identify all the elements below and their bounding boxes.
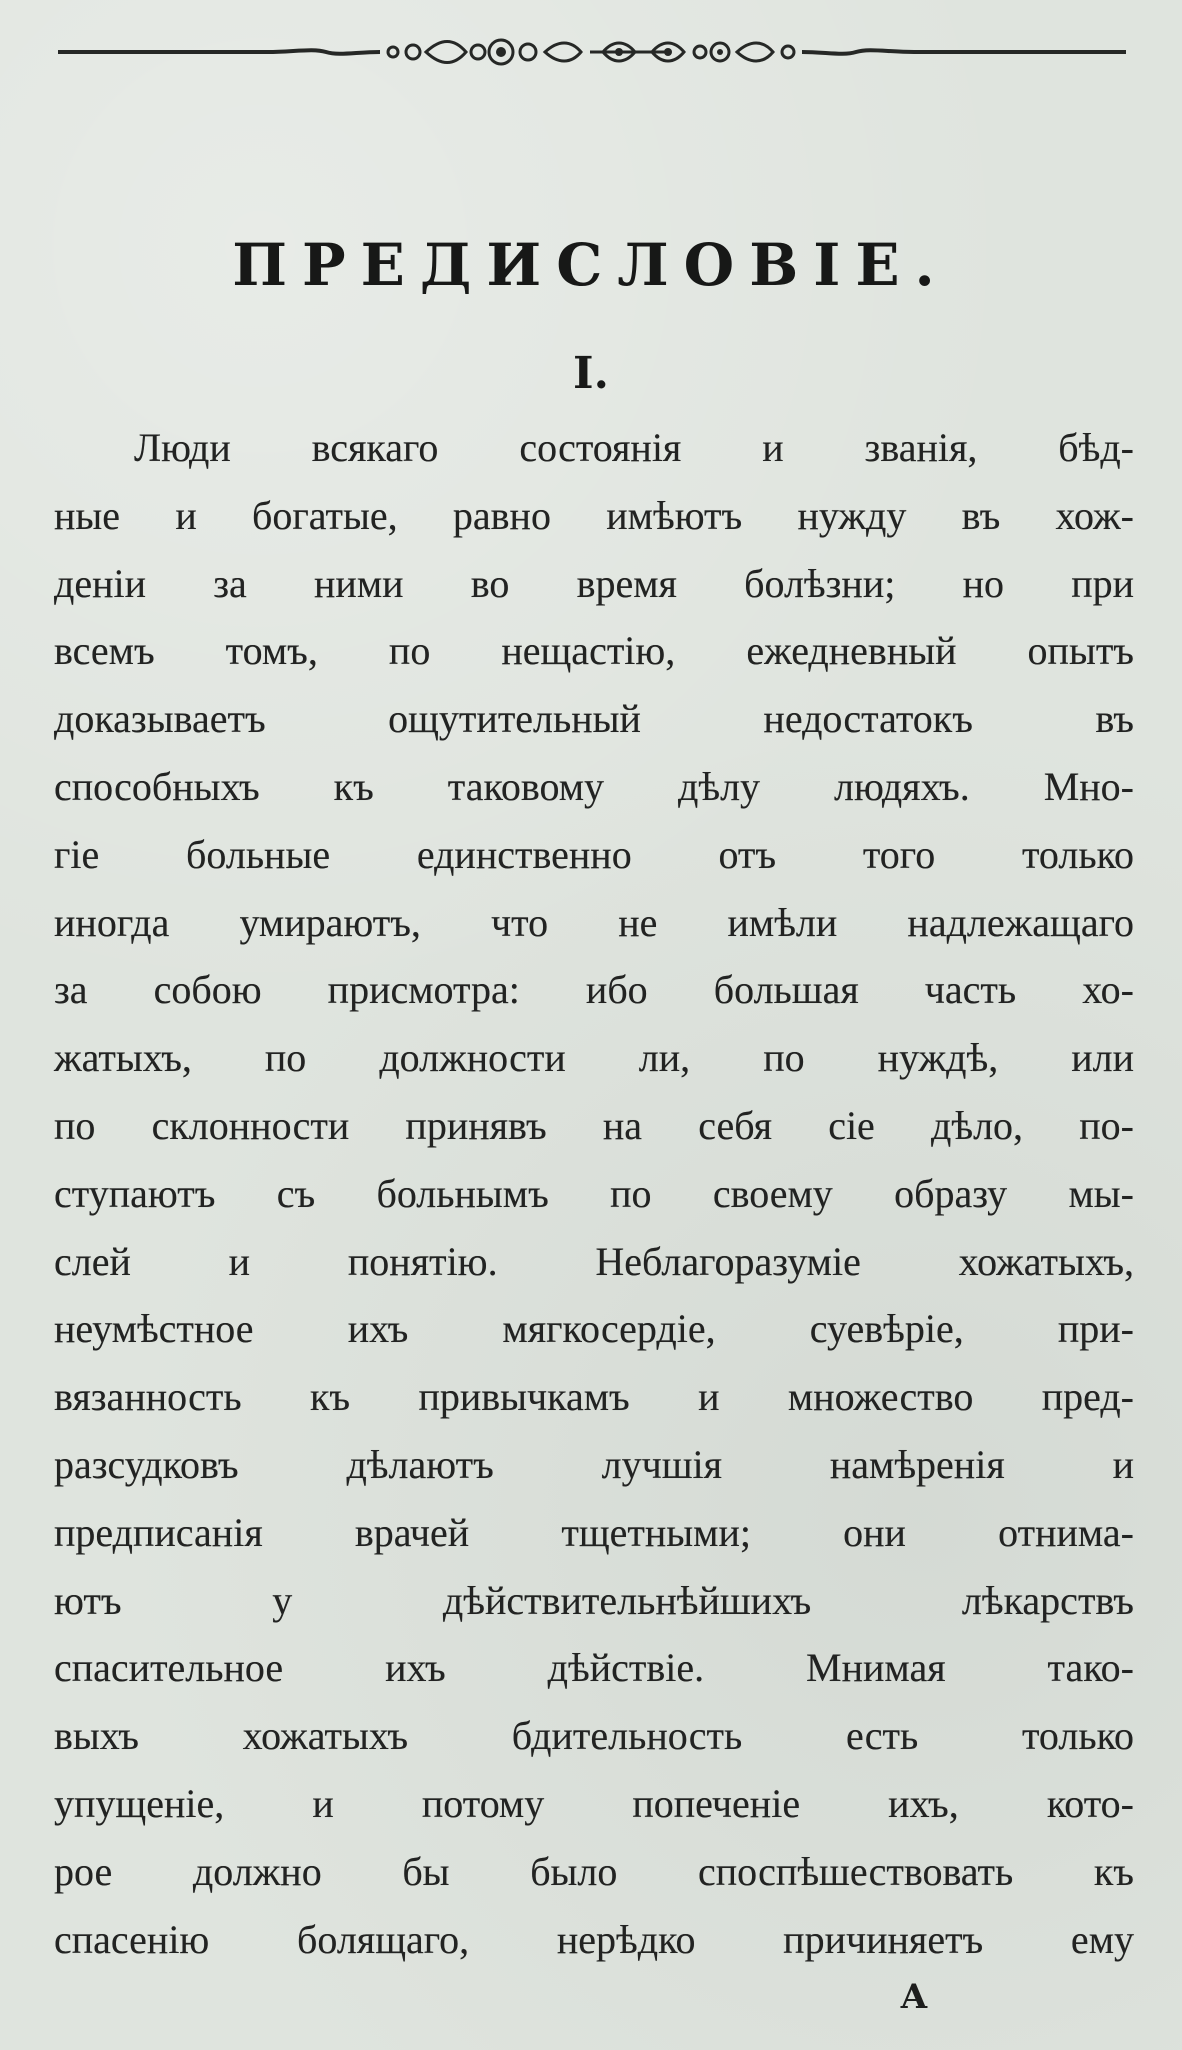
text-line: спасительное ихъ дѣйствіе. Мнимая тако- <box>54 1645 1134 1691</box>
text-line: рое должно бы было споспѣшествовать къ <box>54 1848 1134 1894</box>
text-line: Люди всякаго состоянія и званія, бѣд- <box>134 425 1134 470</box>
signature-mark: А <box>900 1977 928 2017</box>
text-line: гіе больные единственно отъ того только <box>54 831 1134 877</box>
text-line: по склонности принявъ на себя сіе дѣло, по- <box>54 1102 1134 1148</box>
text-line: неумѣстное ихъ мягкосердіе, суевѣріе, при- <box>54 1306 1134 1352</box>
text-line: спасенію болящаго, нерѣдко причиняетъ ему <box>54 1916 1134 1962</box>
text-line: разсудковъ дѣлаютъ лучшія намѣренія и <box>54 1441 1134 1487</box>
text-line: слей и понятію. Неблагоразуміе хожатыхъ, <box>54 1238 1134 1284</box>
text-line: доказываетъ ощутительный недостатокъ въ <box>54 696 1134 742</box>
text-line: ступаютъ съ больнымъ по своему образу мы- <box>54 1170 1134 1216</box>
text-line: иногда умираютъ, что не имѣли надлежащаго <box>54 899 1134 945</box>
text-line: всемъ томъ, по нещастію, ежедневный опытъ <box>54 628 1134 674</box>
text-line: деніи за ними во время болѣзни; но при <box>54 560 1134 606</box>
text-line: вязанность къ привычкамъ и множество пред- <box>54 1374 1134 1420</box>
text-line: способныхъ къ таковому дѣлу людяхъ. Мно- <box>54 763 1134 809</box>
text-line: ные и богатые, равно имѣютъ нужду въ хож- <box>54 492 1134 538</box>
text-line: выхъ хожатыхъ бдительность есть только <box>54 1713 1134 1759</box>
page-title: ПРЕДИСЛОВІЕ. <box>232 231 950 299</box>
decorative-rule-icon <box>58 30 1126 74</box>
text-line: жатыхъ, по должности ли, по нуждѣ, или <box>54 1035 1134 1081</box>
text-line: ютъ у дѣйствительнѣйшихъ лѣкарствъ <box>54 1577 1134 1623</box>
text-line: упущеніе, и потому попеченіе ихъ, кото- <box>54 1780 1134 1826</box>
body-text <box>54 414 1134 1973</box>
section-number: I. <box>573 348 609 399</box>
text-line: за собою присмотра: ибо большая часть хо- <box>54 967 1134 1013</box>
text-line: предписанія врачей тщетными; они отнима- <box>54 1509 1134 1555</box>
